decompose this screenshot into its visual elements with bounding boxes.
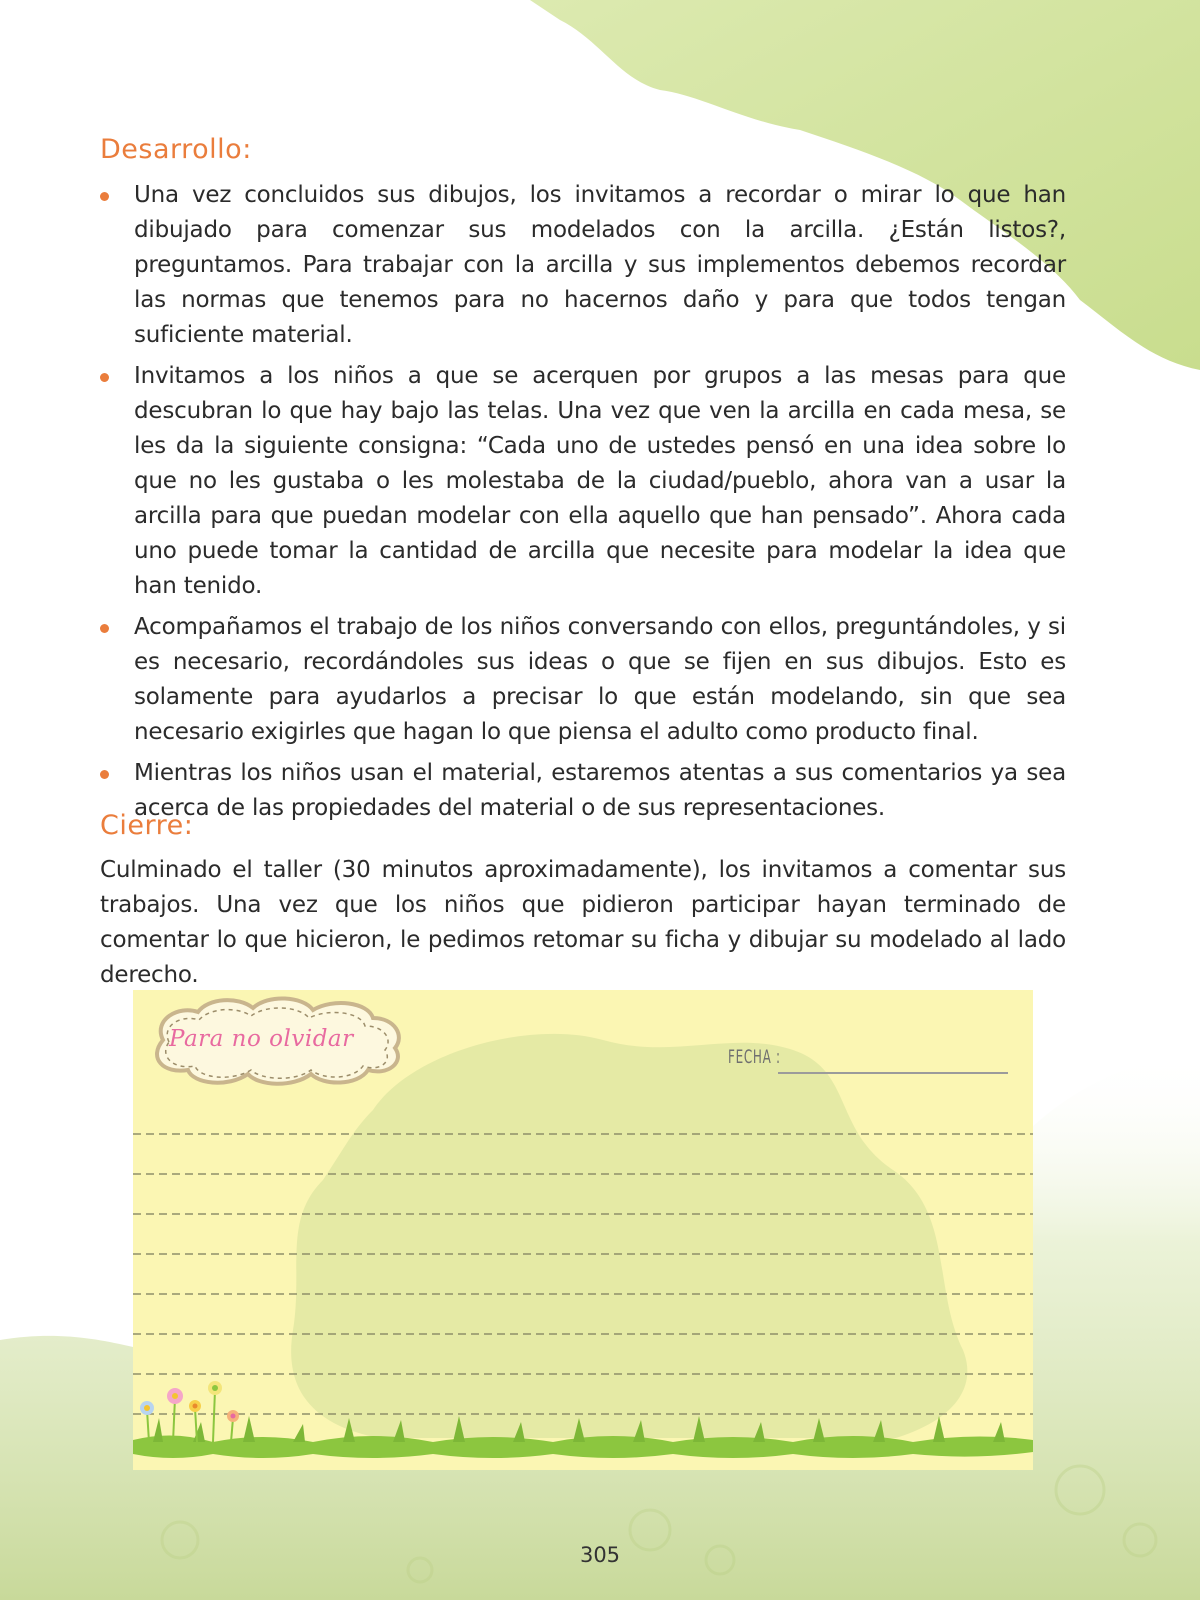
list-item	[100, 756, 1066, 826]
bullet-text: Mientras los niños usan el material, estaremos atentas a sus comentarios ya sea acerca de las propiedades del material o de sus representaciones.	[134, 760, 1066, 821]
desarrollo-heading: Desarrollo:	[100, 134, 252, 165]
cierre-paragraph: Culminado el taller (30 minutos aproximadamente), los invitamos a comentar sus trabajos. Una vez que los niños que pidieron participar hayan terminado de comentar lo que hicieron, le pedimos retomar su ficha y dibujar su modelado al lado derecho.	[100, 857, 1066, 988]
bullet-icon	[100, 624, 109, 633]
bullet-text: Invitamos a los niños a que se acerquen por grupos a las mesas para que descubran lo que hay bajo las telas. Una vez que ven la arcilla en cada mesa, se les da la siguiente consigna: “Cada uno de ustedes pensó en una idea sobre lo que no les gustaba o les molestaba de la ciudad/pueblo, ahora van a usar la arcilla para que puedan modelar con ella aquello que han pensado”. Ahora cada uno puede tomar la cantidad de arcilla que necesite para modelar la idea que han tenido.	[134, 363, 1066, 599]
bullet-text: Acompañamos el trabajo de los niños conversando con ellos, preguntándoles, y si es necesario, recordándoles sus ideas o que se fijen en sus dibujos. Esto es solamente para ayudarlos a precisar lo que están modelando, sin que sea necesario exigirles que hagan lo que piensa el adulto como producto final.	[134, 614, 1066, 745]
date-label: FECHA :	[728, 1046, 781, 1068]
green-blob	[291, 1034, 967, 1454]
list-item	[100, 359, 1066, 604]
date-field-line	[778, 1072, 1008, 1074]
bullet-text: Una vez concluidos sus dibujos, los invitamos a recordar o mirar lo que han dibujado para comenzar sus modelados con la arcilla. ¿Están listos?, preguntamos. Para trabajar con la arcilla y sus implementos debemos recordar las normas que tenemos para no hacernos daño y para que todos tengan suficiente material.	[134, 182, 1066, 348]
page-number: 305	[579, 1543, 621, 1567]
cierre-heading: Cierre:	[100, 810, 194, 841]
list-item	[100, 610, 1066, 750]
flowers-icon	[140, 1381, 239, 1442]
bullet-icon	[100, 373, 109, 382]
bullet-icon	[100, 770, 109, 779]
note-card	[133, 990, 1033, 1470]
note-card-art	[133, 990, 1033, 1470]
cloud-label: Para no olvidar	[169, 1026, 354, 1052]
bullet-icon	[100, 192, 109, 201]
list-item	[100, 178, 1066, 353]
desarrollo-bullet-list	[100, 178, 1066, 832]
